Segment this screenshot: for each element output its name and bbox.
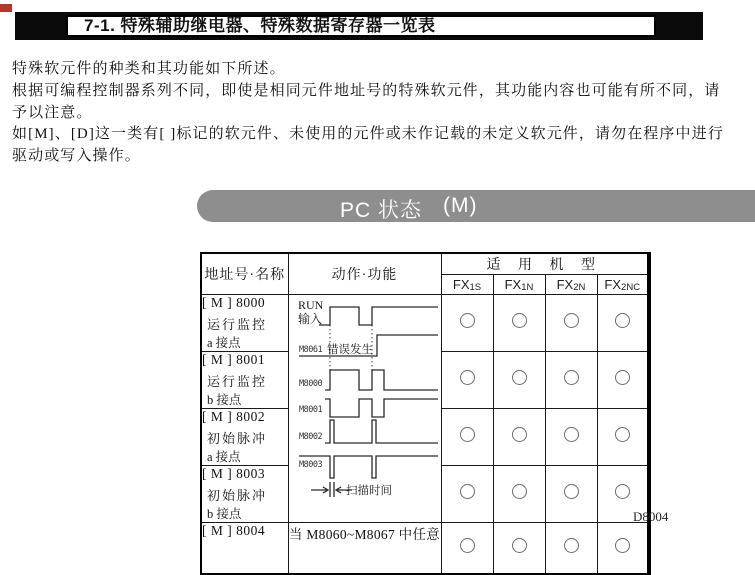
support-circle (564, 370, 579, 385)
scan-tick (330, 482, 334, 497)
section-banner (197, 190, 755, 222)
m8002-waveform (325, 420, 438, 443)
m8001-waveform (325, 399, 438, 417)
device-address: [ M ] 8003 (202, 466, 266, 481)
support-cell-fx2n (545, 352, 597, 409)
intro-line: 驱动或写入操作。 (12, 148, 141, 165)
m8003-label: M8003 (298, 460, 322, 470)
device-name: 运行监控 (207, 317, 268, 332)
fx-sub: 2N (573, 281, 586, 293)
support-circle (512, 538, 527, 553)
support-circle (564, 313, 579, 328)
support-cell-fx1n (493, 295, 545, 352)
device-contact: a 接点 (207, 450, 241, 464)
support-circle (615, 538, 630, 553)
m8000-waveform (325, 370, 438, 390)
device-address: [ M ] 8000 (202, 295, 266, 310)
support-cell-fx1s (441, 523, 493, 574)
support-cell-fx1s (441, 295, 493, 352)
support-circle (564, 427, 579, 442)
m8000-label: M8000 (298, 379, 322, 389)
chapter-header-bar (15, 12, 703, 40)
device-address: [ M ] 8001 (202, 352, 266, 367)
device-address: [ M ] 8002 (202, 409, 266, 424)
support-circle (512, 313, 527, 328)
column-header-fx2n (545, 275, 597, 295)
column-header-fx1s (441, 275, 493, 295)
support-circle (512, 484, 527, 499)
page-corner-mark (0, 4, 12, 12)
intro-line: 予以注意。 (12, 104, 93, 121)
table-row-m8004 (201, 523, 649, 574)
error-label: 错误发生 (326, 344, 373, 356)
intro-paragraph (12, 59, 752, 168)
address-cell (201, 409, 288, 466)
run-waveform (319, 307, 438, 325)
column-header-function: 动作·功能 (288, 253, 441, 295)
m8061-label: M8061 (298, 345, 322, 355)
fx-sub: 1S (469, 281, 482, 293)
support-cell-fx2n (545, 523, 597, 574)
intro-line: 如[M]、[D]这一类有[ ]标记的软元件、未使用的元件或未作记载的未定义软元件，请勿在程序中进行 (12, 126, 724, 143)
support-cell-fx2nc (597, 523, 649, 574)
support-cell-fx1n (493, 409, 545, 466)
support-cell-fx2nc (597, 409, 649, 466)
run-label: RUN (297, 298, 323, 312)
support-cell-fx1n (493, 466, 545, 523)
support-circle (460, 370, 475, 385)
support-circle (615, 427, 630, 442)
scan-arrow-left (311, 487, 328, 493)
special-relay-table (200, 252, 651, 575)
fx-base: FX (604, 276, 622, 292)
support-cell-fx1n (493, 523, 545, 574)
fx-sub: 1N (521, 281, 534, 293)
support-cell-fx2n (545, 409, 597, 466)
support-circle (564, 538, 579, 553)
device-contact: b 接点 (207, 507, 242, 521)
column-header-fx2nc (597, 275, 649, 295)
support-circle (615, 370, 630, 385)
support-circle (615, 313, 630, 328)
address-cell (201, 352, 288, 409)
section-banner-title: PC 状态 (340, 199, 423, 222)
chapter-title-box (66, 15, 656, 37)
support-circle (615, 484, 630, 499)
m8002-label: M8002 (298, 432, 322, 442)
address-cell (201, 523, 288, 574)
device-contact: a 接点 (207, 336, 241, 350)
intro-line: 特殊软元件的种类和其功能如下所述。 (12, 61, 286, 77)
support-cell-fx2nc (597, 295, 649, 352)
support-cell-fx1n (493, 352, 545, 409)
fx-base: FX (452, 276, 470, 292)
device-contact: b 接点 (207, 393, 242, 407)
support-cell-fx1s (441, 352, 493, 409)
support-circle (460, 427, 475, 442)
m8001-label: M8001 (298, 405, 322, 415)
chapter-title: 7-1. 特殊辅助继电器、特殊数据寄存器一览表 (84, 16, 436, 35)
support-circle (564, 484, 579, 499)
fx-sub: 2NC (621, 281, 641, 293)
input-label: 输入 (297, 312, 322, 326)
support-cell-fx2nc (597, 352, 649, 409)
support-circle (512, 427, 527, 442)
column-header-address: 地址号·名称 (201, 253, 288, 295)
device-name: 初始脉冲 (207, 488, 268, 503)
support-circle (460, 484, 475, 499)
scan-time-label: 扫描时间 (345, 485, 392, 497)
device-name: 初始脉冲 (207, 431, 268, 446)
side-note-d8004: D8004 (633, 509, 669, 524)
support-cell-fx1s (441, 409, 493, 466)
column-header-models-group: 适 用 机 型 (441, 253, 649, 275)
timing-diagram-cell (288, 295, 441, 523)
support-cell-fx2n (545, 295, 597, 352)
timing-diagram (289, 295, 440, 497)
support-circle (512, 370, 527, 385)
fx-base: FX (504, 276, 522, 292)
device-name: 运行监控 (207, 374, 268, 389)
support-cell-fx1s (441, 466, 493, 523)
address-cell (201, 295, 288, 352)
address-cell (201, 466, 288, 523)
support-cell-fx2n (545, 466, 597, 523)
fx-base: FX (556, 276, 574, 292)
device-address: [ M ] 8004 (202, 523, 266, 538)
section-banner-suffix: (M) (443, 194, 478, 217)
intro-line: 根据可编程控制器系列不同，即使是相同元件地址号的特殊软元件，其功能内容也可能有所不同，请 (12, 82, 721, 99)
support-circle (460, 538, 475, 553)
support-circle (460, 313, 475, 328)
table-row-m8000 (201, 295, 649, 352)
column-header-fx1n (493, 275, 545, 295)
function-text-cell: 当 M8060~M8067 中任意 (288, 523, 441, 574)
